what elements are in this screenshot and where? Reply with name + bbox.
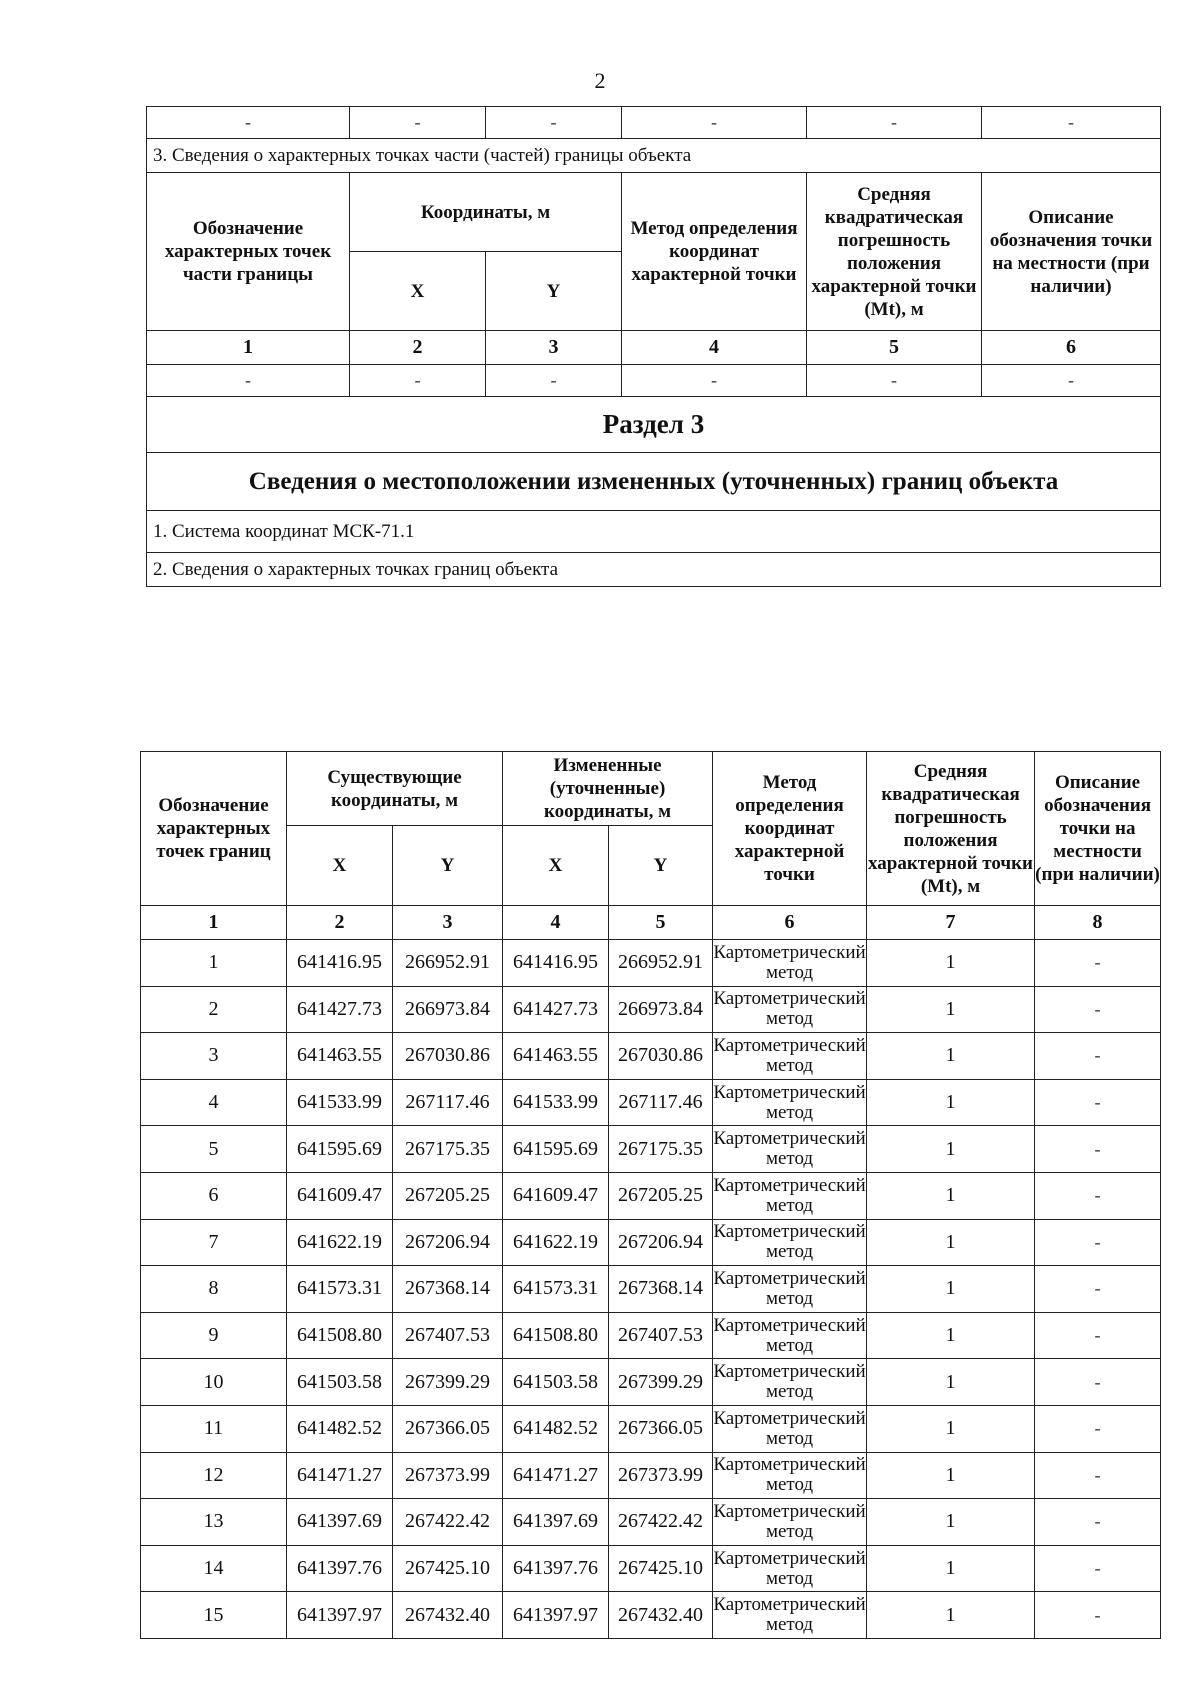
existing-y-cell: 267117.46 — [393, 1079, 503, 1126]
method-cell: Картометрический метод — [713, 1033, 867, 1080]
description-cell: - — [1035, 1452, 1161, 1499]
prev-cell: - — [350, 107, 486, 139]
table-row — [141, 940, 1161, 987]
prev-cell: - — [147, 107, 350, 139]
prev-cell: - — [622, 107, 807, 139]
changed-x-cell: 641397.97 — [503, 1592, 609, 1639]
changed-x-cell: 641503.58 — [503, 1359, 609, 1406]
point-number-cell: 9 — [141, 1312, 287, 1359]
method-cell: Картометрический метод — [713, 986, 867, 1033]
existing-x-cell: 641503.58 — [287, 1359, 393, 1406]
existing-x-cell: 641573.31 — [287, 1266, 393, 1313]
point-number-cell: 4 — [141, 1079, 287, 1126]
point-number-cell: 6 — [141, 1172, 287, 1219]
existing-y-cell: 267407.53 — [393, 1312, 503, 1359]
changed-x-cell: 641533.99 — [503, 1079, 609, 1126]
table-row — [141, 986, 1161, 1033]
method-cell: Картометрический метод — [713, 1126, 867, 1173]
description-cell: - — [1035, 940, 1161, 987]
method-cell: Картометрический метод — [713, 1592, 867, 1639]
changed-y-cell: 267206.94 — [609, 1219, 713, 1266]
changed-x-cell: 641595.69 — [503, 1126, 609, 1173]
empty-cell: - — [350, 365, 486, 397]
changed-x-cell: 641471.27 — [503, 1452, 609, 1499]
table-row — [141, 1312, 1161, 1359]
header-changed-coordinates: Измененные (уточненные) координаты, м — [503, 752, 713, 826]
existing-y-cell: 266973.84 — [393, 986, 503, 1033]
table-row — [141, 1452, 1161, 1499]
points-title: 2. Сведения о характерных точках границ объекта — [147, 553, 1161, 587]
point-number-cell: 11 — [141, 1405, 287, 1452]
point-number-cell: 5 — [141, 1126, 287, 1173]
changed-y-cell: 267407.53 — [609, 1312, 713, 1359]
existing-x-cell: 641622.19 — [287, 1219, 393, 1266]
existing-x-cell: 641508.80 — [287, 1312, 393, 1359]
error-mt-cell: 1 — [867, 1405, 1035, 1452]
column-number: 4 — [503, 906, 609, 940]
changed-y-cell: 267366.05 — [609, 1405, 713, 1452]
description-cell: - — [1035, 1219, 1161, 1266]
column-number: 2 — [350, 331, 486, 365]
description-cell: - — [1035, 986, 1161, 1033]
table-row — [141, 1172, 1161, 1219]
header-method: Метод определения координат характерной точки — [713, 752, 867, 906]
point-number-cell: 8 — [141, 1266, 287, 1313]
column-number: 1 — [147, 331, 350, 365]
changed-x-cell: 641397.76 — [503, 1545, 609, 1592]
error-mt-cell: 1 — [867, 1312, 1035, 1359]
column-number: 6 — [713, 906, 867, 940]
method-cell: Картометрический метод — [713, 1219, 867, 1266]
changed-y-cell: 267030.86 — [609, 1033, 713, 1080]
changed-y-cell: 267117.46 — [609, 1079, 713, 1126]
existing-y-cell: 267422.42 — [393, 1499, 503, 1546]
existing-x-cell: 641397.97 — [287, 1592, 393, 1639]
table-row — [141, 1266, 1161, 1313]
coordinate-system: 1. Система координат МСК-71.1 — [147, 511, 1161, 553]
error-mt-cell: 1 — [867, 1079, 1035, 1126]
header-description: Описание обозначения точки на местности (при наличии) — [1035, 752, 1161, 906]
column-number: 4 — [622, 331, 807, 365]
column-number: 2 — [287, 906, 393, 940]
changed-x-cell: 641573.31 — [503, 1266, 609, 1313]
existing-y-cell: 267206.94 — [393, 1219, 503, 1266]
previous-row — [147, 107, 1161, 139]
table-row — [141, 1545, 1161, 1592]
method-cell: Картометрический метод — [713, 1359, 867, 1406]
changed-y-cell: 266952.91 — [609, 940, 713, 987]
page-number: 2 — [594, 68, 606, 93]
column-number-row — [147, 331, 1161, 365]
error-mt-cell: 1 — [867, 940, 1035, 987]
existing-y-cell: 266952.91 — [393, 940, 503, 987]
changed-y-cell: 267425.10 — [609, 1545, 713, 1592]
existing-y-cell: 267205.25 — [393, 1172, 503, 1219]
header-error: Средняя квадратическая погрешность положения характерной точки (Mt), м — [867, 752, 1035, 906]
existing-x-cell: 641482.52 — [287, 1405, 393, 1452]
header-existing-y: Y — [393, 826, 503, 906]
existing-x-cell: 641609.47 — [287, 1172, 393, 1219]
changed-x-cell: 641622.19 — [503, 1219, 609, 1266]
header-error: Средняя квадратическая погрешность положения характерной точки (Mt), м — [807, 173, 982, 331]
header-description: Описание обозначения точки на местности (при наличии) — [982, 173, 1161, 331]
changed-x-cell: 641508.80 — [503, 1312, 609, 1359]
error-mt-cell: 1 — [867, 986, 1035, 1033]
changed-y-cell: 267373.99 — [609, 1452, 713, 1499]
point-number-cell: 3 — [141, 1033, 287, 1080]
column-number: 3 — [393, 906, 503, 940]
header-designation: Обозначение характерных точек части границы — [147, 173, 350, 331]
existing-y-cell: 267399.29 — [393, 1359, 503, 1406]
existing-x-cell: 641595.69 — [287, 1126, 393, 1173]
table-row — [141, 1359, 1161, 1406]
prev-cell: - — [807, 107, 982, 139]
method-cell: Картометрический метод — [713, 1312, 867, 1359]
column-number: 7 — [867, 906, 1035, 940]
empty-cell: - — [147, 365, 350, 397]
existing-x-cell: 641397.76 — [287, 1545, 393, 1592]
description-cell: - — [1035, 1172, 1161, 1219]
existing-y-cell: 267030.86 — [393, 1033, 503, 1080]
section-subtitle: Сведения о местоположении измененных (уточненных) границ объекта — [147, 453, 1161, 511]
changed-x-cell: 641397.69 — [503, 1499, 609, 1546]
table-row — [141, 1499, 1161, 1546]
header-changed-y: Y — [609, 826, 713, 906]
description-cell: - — [1035, 1266, 1161, 1313]
empty-cell: - — [982, 365, 1161, 397]
header-method: Метод определения координат характерной точки — [622, 173, 807, 331]
existing-x-cell: 641427.73 — [287, 986, 393, 1033]
description-cell: - — [1035, 1545, 1161, 1592]
point-number-cell: 7 — [141, 1219, 287, 1266]
existing-x-cell: 641416.95 — [287, 940, 393, 987]
empty-cell: - — [622, 365, 807, 397]
table-row — [141, 1405, 1161, 1452]
error-mt-cell: 1 — [867, 1592, 1035, 1639]
table-row — [141, 1592, 1161, 1639]
part-points-title: 3. Сведения о характерных точках части (частей) границы объекта — [147, 139, 1161, 173]
changed-y-cell: 267205.25 — [609, 1172, 713, 1219]
column-number: 5 — [609, 906, 713, 940]
error-mt-cell: 1 — [867, 1172, 1035, 1219]
method-cell: Картометрический метод — [713, 1079, 867, 1126]
error-mt-cell: 1 — [867, 1033, 1035, 1080]
description-cell: - — [1035, 1359, 1161, 1406]
header-y: Y — [486, 252, 622, 331]
empty-row — [147, 365, 1161, 397]
point-number-cell: 10 — [141, 1359, 287, 1406]
column-number: 5 — [807, 331, 982, 365]
part-points-table — [146, 106, 1161, 587]
table-row — [141, 1033, 1161, 1080]
point-number-cell: 15 — [141, 1592, 287, 1639]
description-cell: - — [1035, 1499, 1161, 1546]
existing-x-cell: 641533.99 — [287, 1079, 393, 1126]
changed-x-cell: 641463.55 — [503, 1033, 609, 1080]
point-number-cell: 12 — [141, 1452, 287, 1499]
description-cell: - — [1035, 1033, 1161, 1080]
existing-x-cell: 641397.69 — [287, 1499, 393, 1546]
point-number-cell: 1 — [141, 940, 287, 987]
header-existing-x: X — [287, 826, 393, 906]
existing-y-cell: 267175.35 — [393, 1126, 503, 1173]
error-mt-cell: 1 — [867, 1266, 1035, 1313]
changed-x-cell: 641609.47 — [503, 1172, 609, 1219]
header-x: X — [350, 252, 486, 331]
existing-x-cell: 641463.55 — [287, 1033, 393, 1080]
error-mt-cell: 1 — [867, 1545, 1035, 1592]
point-number-cell: 13 — [141, 1499, 287, 1546]
empty-cell: - — [486, 365, 622, 397]
existing-y-cell: 267366.05 — [393, 1405, 503, 1452]
changed-x-cell: 641427.73 — [503, 986, 609, 1033]
error-mt-cell: 1 — [867, 1499, 1035, 1546]
header-coordinates: Координаты, м — [350, 173, 622, 252]
point-number-cell: 2 — [141, 986, 287, 1033]
header-existing-coordinates: Существующие координаты, м — [287, 752, 503, 826]
empty-cell: - — [807, 365, 982, 397]
column-number-row — [141, 906, 1161, 940]
description-cell: - — [1035, 1312, 1161, 1359]
existing-y-cell: 267425.10 — [393, 1545, 503, 1592]
description-cell: - — [1035, 1405, 1161, 1452]
description-cell: - — [1035, 1592, 1161, 1639]
changed-y-cell: 267399.29 — [609, 1359, 713, 1406]
column-number: 3 — [486, 331, 622, 365]
existing-y-cell: 267368.14 — [393, 1266, 503, 1313]
changed-y-cell: 267422.42 — [609, 1499, 713, 1546]
changed-x-cell: 641416.95 — [503, 940, 609, 987]
method-cell: Картометрический метод — [713, 1499, 867, 1546]
method-cell: Картометрический метод — [713, 1452, 867, 1499]
table-row — [141, 1079, 1161, 1126]
method-cell: Картометрический метод — [713, 1172, 867, 1219]
header-changed-x: X — [503, 826, 609, 906]
existing-y-cell: 267432.40 — [393, 1592, 503, 1639]
column-number: 8 — [1035, 906, 1161, 940]
method-cell: Картометрический метод — [713, 1545, 867, 1592]
point-rows — [141, 940, 1161, 1639]
changed-x-cell: 641482.52 — [503, 1405, 609, 1452]
error-mt-cell: 1 — [867, 1452, 1035, 1499]
section-title: Раздел 3 — [147, 397, 1161, 453]
changed-y-cell: 267368.14 — [609, 1266, 713, 1313]
description-cell: - — [1035, 1126, 1161, 1173]
changed-y-cell: 267175.35 — [609, 1126, 713, 1173]
method-cell: Картометрический метод — [713, 1405, 867, 1452]
existing-y-cell: 267373.99 — [393, 1452, 503, 1499]
table-row — [141, 1219, 1161, 1266]
header-designation: Обозначение характерных точек границ — [141, 752, 287, 906]
description-cell: - — [1035, 1079, 1161, 1126]
changed-y-cell: 267432.40 — [609, 1592, 713, 1639]
error-mt-cell: 1 — [867, 1359, 1035, 1406]
point-number-cell: 14 — [141, 1545, 287, 1592]
column-number: 1 — [141, 906, 287, 940]
method-cell: Картометрический метод — [713, 940, 867, 987]
boundary-points-table — [140, 751, 1161, 1639]
prev-cell: - — [982, 107, 1161, 139]
error-mt-cell: 1 — [867, 1219, 1035, 1266]
prev-cell: - — [486, 107, 622, 139]
error-mt-cell: 1 — [867, 1126, 1035, 1173]
existing-x-cell: 641471.27 — [287, 1452, 393, 1499]
changed-y-cell: 266973.84 — [609, 986, 713, 1033]
table-row — [141, 1126, 1161, 1173]
column-number: 6 — [982, 331, 1161, 365]
method-cell: Картометрический метод — [713, 1266, 867, 1313]
